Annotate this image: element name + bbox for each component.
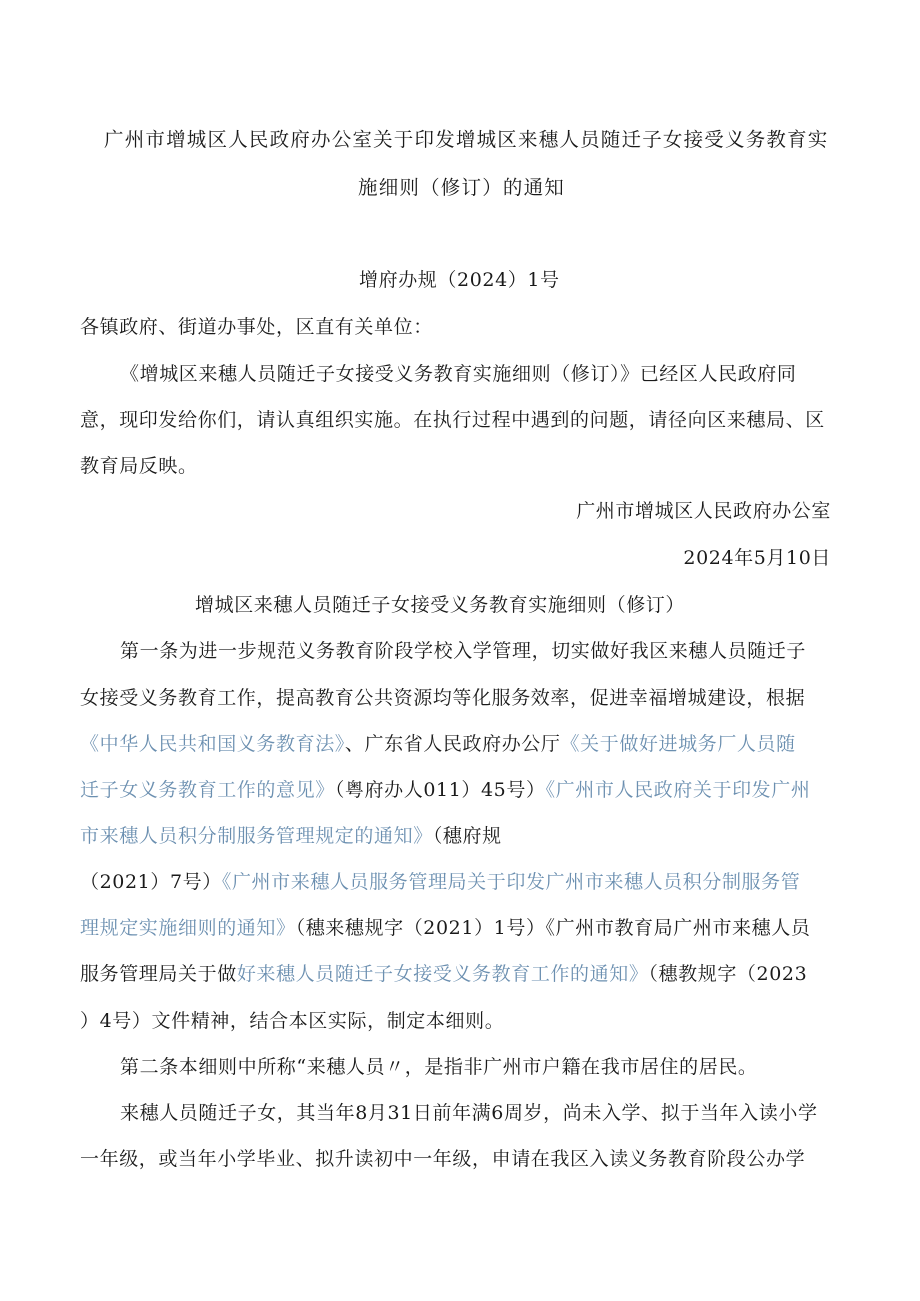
link-education-bureau-notice[interactable]: 好来穗人员随迁子女接受义务教育工作的通知》: [236, 963, 649, 985]
article-1-line-6: [80, 869, 800, 895]
document-number: 增府办规（2024）1号: [359, 269, 560, 291]
intro-line-1: 《增城区来穗人员随迁子女接受义务教育实施细则（修订）》已经区人民政府同: [120, 363, 797, 385]
text-segment: 服务管理局关于做: [80, 963, 237, 985]
issue-date: 2024年5月10日: [683, 547, 831, 569]
article-1-line-4: [80, 777, 810, 803]
text-segment: （穗府规: [432, 825, 502, 847]
rules-subtitle: 增城区来穗人员随迁子女接受义务教育实施细则（修订）: [195, 594, 686, 616]
document-title-line-1: 广州市增城区人民政府办公室关于印发增城区来穗人员随迁子女接受义务教育实: [104, 128, 829, 151]
article-1-line-1: 第一条为进一步规范义务教育阶段学校入学管理，切实做好我区来穗人员随迁子: [120, 640, 807, 662]
law-link-compulsory-education[interactable]: 《中华人民共和国义务教育法》: [80, 733, 345, 755]
article-1-line-5: [80, 823, 502, 849]
link-provincial-opinion-cont[interactable]: 迁子女义务教育工作的意见》: [80, 779, 335, 801]
text-segment: 、广东省人民政府办公厅: [344, 733, 561, 755]
article-1-line-3: [80, 731, 796, 757]
text-segment: （穗来穗规字（2021）1号）《广州市教育局广州市来穗人员: [295, 917, 811, 939]
salutation: 各镇政府、街道办事处，区直有关单位：: [80, 316, 433, 338]
article-2: 第二条本细则中所称“来穗人员〃，是指非广州市户籍在我市居住的居民。: [120, 1056, 758, 1078]
link-points-system-notice[interactable]: 《广州市来穗人员服务管理局关于印发广州市来穗人员积分制服务管: [221, 871, 801, 893]
intro-line-3: 教育局反映。: [80, 455, 198, 477]
article-1-line-7: [80, 915, 810, 941]
intro-line-2: 意，现印发给你们，请认真组织实施。在执行过程中遇到的问题，请径向区来穗局、区: [80, 409, 825, 431]
text-segment: （粤府办人011）45号）: [334, 779, 546, 801]
article-1-line-8: [80, 961, 807, 987]
issuer: 广州市增城区人民政府办公室: [576, 500, 831, 522]
article-3-line-2: 一年级，或当年小学毕业、拟升读初中一年级，申请在我区入读义务教育阶段公办学: [80, 1148, 806, 1170]
link-provincial-opinion[interactable]: 《关于做好进城务厂人员随: [560, 733, 796, 755]
link-points-system-notice-cont[interactable]: 理规定实施细则的通知》: [80, 917, 296, 939]
link-municipal-notice-cont[interactable]: 市来穗人员积分制服务管理规定的通知》: [80, 825, 433, 847]
article-1-line-2: 女接受义务教育工作，提高教育公共资源均等化服务效率，促进幸福增城建设，根据: [80, 687, 806, 709]
text-segment: （穗教规字（2023: [648, 963, 808, 985]
article-3-line-1: 来穗人员随迁子女，其当年8月31日前年满6周岁，尚未入学、拟于当年入读小学: [120, 1102, 818, 1124]
document-title-line-2: 施细则（修订）的通知: [358, 176, 566, 199]
text-segment: （2021）7号）: [80, 871, 222, 893]
link-municipal-notice[interactable]: 《广州市人民政府关于印发广州: [545, 779, 811, 801]
article-1-line-9: ）4号）文件精神，结合本区实际，制定本细则。: [80, 1010, 505, 1032]
